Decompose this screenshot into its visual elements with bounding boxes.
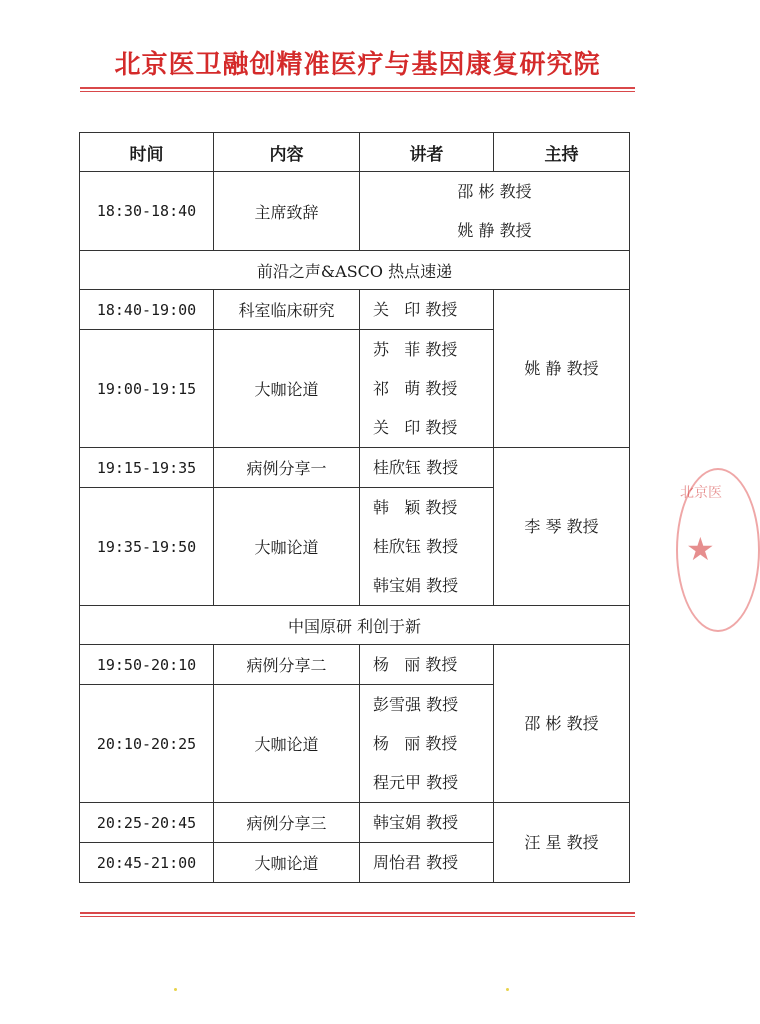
time-cell: 19:50-20:10 bbox=[80, 645, 214, 685]
chair-name: 汪 星 教授 bbox=[524, 833, 599, 852]
time-cell: 18:40-19:00 bbox=[80, 290, 214, 330]
chair-name: 邵 彬 教授 bbox=[524, 714, 599, 733]
time-cell: 19:15-19:35 bbox=[80, 448, 214, 488]
speaker-cell bbox=[360, 488, 494, 606]
table-row bbox=[80, 290, 630, 330]
header-time: 时间 bbox=[80, 133, 214, 172]
time-cell: 19:00-19:15 bbox=[80, 330, 214, 448]
content-cell: 病例分享三 bbox=[214, 803, 360, 843]
speaker-cell bbox=[360, 645, 494, 685]
table-row bbox=[80, 803, 630, 843]
speaker-cell bbox=[360, 803, 494, 843]
speaker-cell bbox=[360, 290, 494, 330]
speaker-name: 韩宝娟 教授 bbox=[373, 576, 459, 595]
header-divider bbox=[80, 87, 635, 92]
speaker-name: 杨 丽 教授 bbox=[373, 655, 458, 674]
content-cell: 大咖论道 bbox=[214, 685, 360, 803]
chair-name: 姚 静 教授 bbox=[524, 359, 599, 378]
star-icon: ★ bbox=[686, 530, 715, 568]
speaker-name: 桂欣钰 教授 bbox=[373, 458, 459, 477]
section-title: 中国原研 利创于新 bbox=[80, 606, 630, 645]
content-cell: 病例分享一 bbox=[214, 448, 360, 488]
section-row bbox=[80, 251, 630, 290]
chair-cell bbox=[494, 290, 630, 448]
content-cell: 主席致辞 bbox=[214, 172, 360, 251]
speaker-name: 邵 彬 教授 bbox=[457, 182, 532, 201]
chair-cell bbox=[494, 448, 630, 606]
speaker-name: 韩 颖 教授 bbox=[373, 498, 458, 517]
time-cell: 20:45-21:00 bbox=[80, 843, 214, 883]
speaker-name: 关 印 教授 bbox=[373, 300, 458, 319]
seal-text: 北京医 bbox=[680, 485, 722, 501]
speaker-name: 周怡君 教授 bbox=[373, 853, 459, 872]
header-chair: 主持 bbox=[494, 133, 630, 172]
time-cell: 19:35-19:50 bbox=[80, 488, 214, 606]
opening-speakers-cell bbox=[360, 172, 630, 251]
speaker-name: 彭雪强 教授 bbox=[373, 695, 459, 714]
time-cell: 18:30-18:40 bbox=[80, 172, 214, 251]
speaker-name: 关 印 教授 bbox=[373, 418, 458, 437]
header-content: 内容 bbox=[214, 133, 360, 172]
footer-divider bbox=[80, 912, 635, 917]
speaker-cell bbox=[360, 448, 494, 488]
speaker-cell bbox=[360, 330, 494, 448]
speaker-cell bbox=[360, 685, 494, 803]
speaker-name: 程元甲 教授 bbox=[373, 773, 459, 792]
content-cell: 病例分享二 bbox=[214, 645, 360, 685]
table-header-row bbox=[80, 133, 630, 172]
chair-name: 李 琴 教授 bbox=[524, 517, 599, 536]
section-title: 前沿之声&ASCO 热点速递 bbox=[80, 251, 630, 290]
organization-title: 北京医卫融创精准医疗与基因康复研究院 bbox=[114, 50, 601, 80]
speaker-cell bbox=[360, 843, 494, 883]
speaker-name: 韩宝娟 教授 bbox=[373, 813, 459, 832]
chair-cell bbox=[494, 803, 630, 883]
content-cell: 大咖论道 bbox=[214, 330, 360, 448]
speaker-name: 桂欣钰 教授 bbox=[373, 537, 459, 556]
speaker-name: 杨 丽 教授 bbox=[373, 734, 458, 753]
section-row bbox=[80, 606, 630, 645]
speaker-name: 苏 菲 教授 bbox=[373, 340, 458, 359]
schedule-table bbox=[79, 132, 630, 883]
time-cell: 20:10-20:25 bbox=[80, 685, 214, 803]
speaker-name: 祁 萌 教授 bbox=[373, 379, 458, 398]
speaker-name: 姚 静 教授 bbox=[457, 221, 532, 240]
content-cell: 科室临床研究 bbox=[214, 290, 360, 330]
red-seal-stamp bbox=[676, 468, 760, 632]
table-row bbox=[80, 172, 630, 251]
header-speaker: 讲者 bbox=[360, 133, 494, 172]
content-cell: 大咖论道 bbox=[214, 843, 360, 883]
table-row bbox=[80, 645, 630, 685]
speck-mark bbox=[506, 988, 509, 991]
chair-cell bbox=[494, 645, 630, 803]
speck-mark bbox=[174, 988, 177, 991]
table-row bbox=[80, 448, 630, 488]
time-cell: 20:25-20:45 bbox=[80, 803, 214, 843]
content-cell: 大咖论道 bbox=[214, 488, 360, 606]
